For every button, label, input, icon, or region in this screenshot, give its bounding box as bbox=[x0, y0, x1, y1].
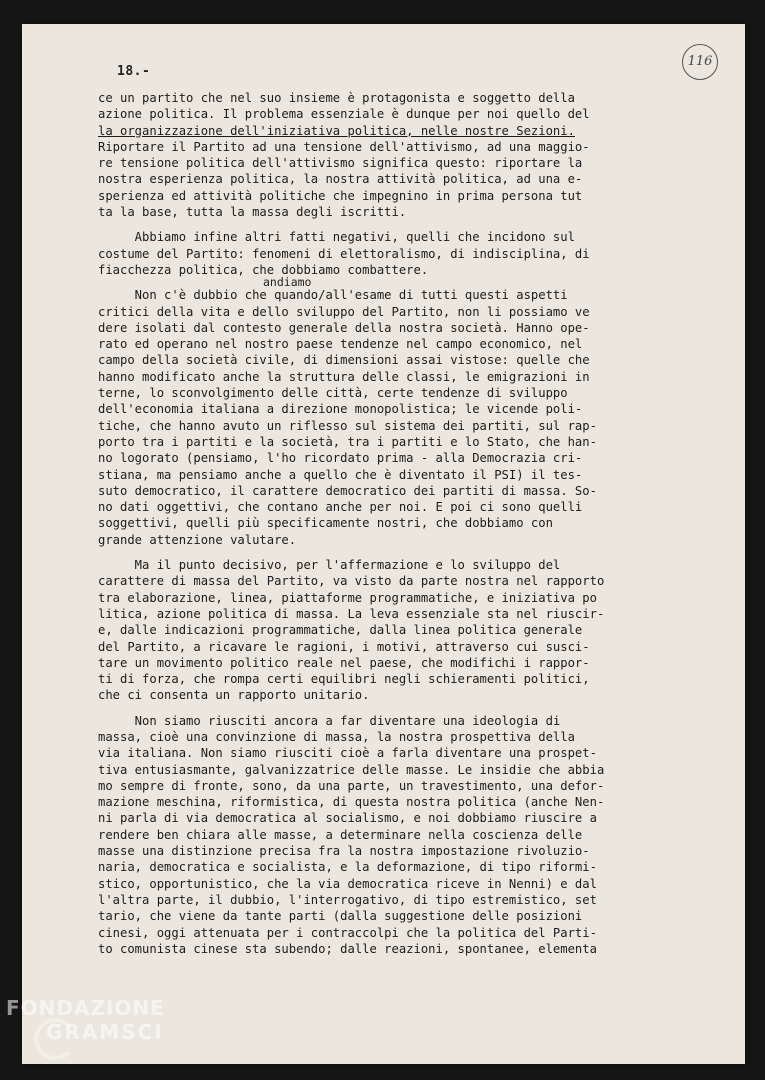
text-line: la organizzazione dell'iniziativa politica, nelle nostre Sezioni. bbox=[98, 123, 575, 138]
foundation-logo-icon bbox=[34, 1018, 76, 1060]
text-line: terne, lo sconvolgimento delle città, certe tendenze di sviluppo bbox=[98, 386, 568, 401]
text-line: tra elaborazione, linea, piattaforme programmatiche, e iniziativa po bbox=[98, 590, 597, 605]
text-line: tiche, che hanno avuto un riflesso sul sistema dei partiti, sul rap- bbox=[98, 418, 597, 433]
page-number: 18.- bbox=[117, 64, 151, 79]
text-line: naria, democratica e socialista, e la deformazione, di tipo riformi- bbox=[98, 860, 597, 875]
text-line: che ci consenta un rapporto unitario. bbox=[98, 688, 370, 703]
watermark-line-1: FONDAZIONE bbox=[6, 996, 165, 1020]
text-line: tario, che viene da tante parti (dalla suggestione delle posizioni bbox=[98, 909, 583, 924]
text-line: l'altra parte, il dubbio, l'interrogativo, di tipo estremistico, set bbox=[98, 892, 597, 907]
paragraph-4 bbox=[98, 557, 698, 704]
text-line: rato ed operano nel nostro paese tendenze nel campo economico, nel bbox=[98, 337, 583, 352]
text-line: re tensione politica dell'attivismo significa questo: riportare la bbox=[98, 156, 583, 171]
text-line: no logorato (pensiamo, l'ho ricordato prima - alla Democrazia cri- bbox=[98, 451, 583, 466]
text-line: masse una distinzione precisa fra la nostra impostazione rivoluzio- bbox=[98, 844, 590, 859]
text-line: ce un partito che nel suo insieme è protagonista e soggetto della bbox=[98, 91, 575, 105]
text-line: to comunista cinese sta subendo; dalle reazioni, spontanee, elementa bbox=[98, 941, 597, 956]
text-line: fiacchezza politica, che dobbiamo combattere. bbox=[98, 262, 429, 277]
paragraph-5 bbox=[98, 713, 698, 957]
text-line: via italiana. Non siamo riusciti cioè a farla diventare una prospet- bbox=[98, 746, 597, 761]
text-line: no dati oggettivi, che contano anche per noi. E poi ci sono quelli bbox=[98, 500, 583, 515]
text-line: ta la base, tutta la massa degli iscritti. bbox=[98, 205, 407, 220]
text-line: grande attenzione valutare. bbox=[98, 532, 297, 547]
text-line: nostra esperienza politica, la nostra attività politica, ad una e- bbox=[98, 172, 583, 187]
text-line: sperienza ed attività politiche che impegnino in prima persona tut bbox=[98, 188, 583, 203]
text-line: stiana, ma pensiamo anche a quello che è diventato il PSI) il tes- bbox=[98, 467, 583, 482]
text-line: e, dalle indicazioni programmatiche, dalla linea politica generale bbox=[98, 623, 583, 638]
paragraph-2 bbox=[98, 229, 698, 278]
paragraph-1 bbox=[98, 90, 698, 220]
text-line: massa, cioè una convinzione di massa, la nostra prospettiva della bbox=[98, 729, 575, 744]
text-line: tare un movimento politico reale nel paese, che modifichi i rappor- bbox=[98, 655, 590, 670]
text-line: tiva entusiasmante, galvanizzatrice delle masse. Le insidie che abbia bbox=[98, 762, 605, 777]
text-line: mo sempre di fronte, sono, da una parte, un travestimento, una defor- bbox=[98, 778, 605, 793]
text-line: Non siamo riusciti ancora a far diventare una ideologia di bbox=[98, 713, 561, 728]
text-line: suto democratico, il carattere democratico dei partiti di massa. So- bbox=[98, 483, 597, 498]
watermark-line-2: GRAMSCI bbox=[46, 1020, 164, 1044]
text-line: rendere ben chiara alle masse, a determinare nella coscienza delle bbox=[98, 827, 583, 842]
text-line: costume del Partito: fenomeni di elettoralismo, di indisciplina, di bbox=[98, 246, 590, 261]
text-line: Riportare il Partito ad una tensione dell'attivismo, ad una maggio- bbox=[98, 139, 590, 154]
text-line: azione politica. Il problema essenziale è dunque per noi quello del bbox=[98, 107, 590, 122]
text-line: cinesi, oggi attenuata per i contraccolpi che la politica del Parti- bbox=[98, 925, 597, 940]
document-body bbox=[98, 90, 698, 966]
text-line: Abbiamo infine altri fatti negativi, quelli che incidono sul bbox=[98, 230, 575, 245]
text-line: del Partito, a ricavare le ragioni, i motivi, attraverso cui susci- bbox=[98, 639, 590, 654]
text-line: campo della società civile, di dimensioni assai vistose: quelle che bbox=[98, 353, 590, 368]
text-line: mazione meschina, riformistica, di questa nostra politica (anche Nen- bbox=[98, 795, 605, 810]
folio-stamp: 116 bbox=[682, 44, 718, 80]
text-line: ti di forza, che rompa certi equilibri negli schieramenti politici, bbox=[98, 672, 590, 687]
text-line: ni parla di via democratica al socialismo, e noi dobbiamo riuscire a bbox=[98, 811, 597, 826]
text-line: dere isolati dal contesto generale della nostra società. Hanno ope- bbox=[98, 320, 590, 335]
paragraph-3 bbox=[98, 287, 698, 548]
text-line: porto tra i partiti e la società, tra i partiti e lo Stato, che han- bbox=[98, 434, 597, 449]
handwritten-insertion: andiamo bbox=[263, 275, 312, 289]
text-line: carattere di massa del Partito, va visto da parte nostra nel rapporto bbox=[98, 574, 605, 589]
text-line: litica, azione politica di massa. La leva essenziale sta nel riuscir- bbox=[98, 606, 605, 621]
text-line: Non c'è dubbio che quando/all'esame di tutti questi aspetti bbox=[98, 288, 568, 303]
archive-watermark bbox=[6, 996, 206, 1044]
text-line: hanno modificato anche la struttura delle classi, le emigrazioni in bbox=[98, 369, 590, 384]
text-line: stico, opportunistico, che la via democratica riceve in Nenni) e dal bbox=[98, 876, 597, 891]
text-line: critici della vita e dello sviluppo del Partito, non li possiamo ve bbox=[98, 304, 590, 319]
text-line: soggettivi, quelli più specificamente nostri, che dobbiamo con bbox=[98, 516, 553, 531]
text-line: Ma il punto decisivo, per l'affermazione e lo sviluppo del bbox=[98, 558, 561, 573]
text-line: dell'economia italiana a direzione monopolistica; le vicende poli- bbox=[98, 402, 583, 417]
